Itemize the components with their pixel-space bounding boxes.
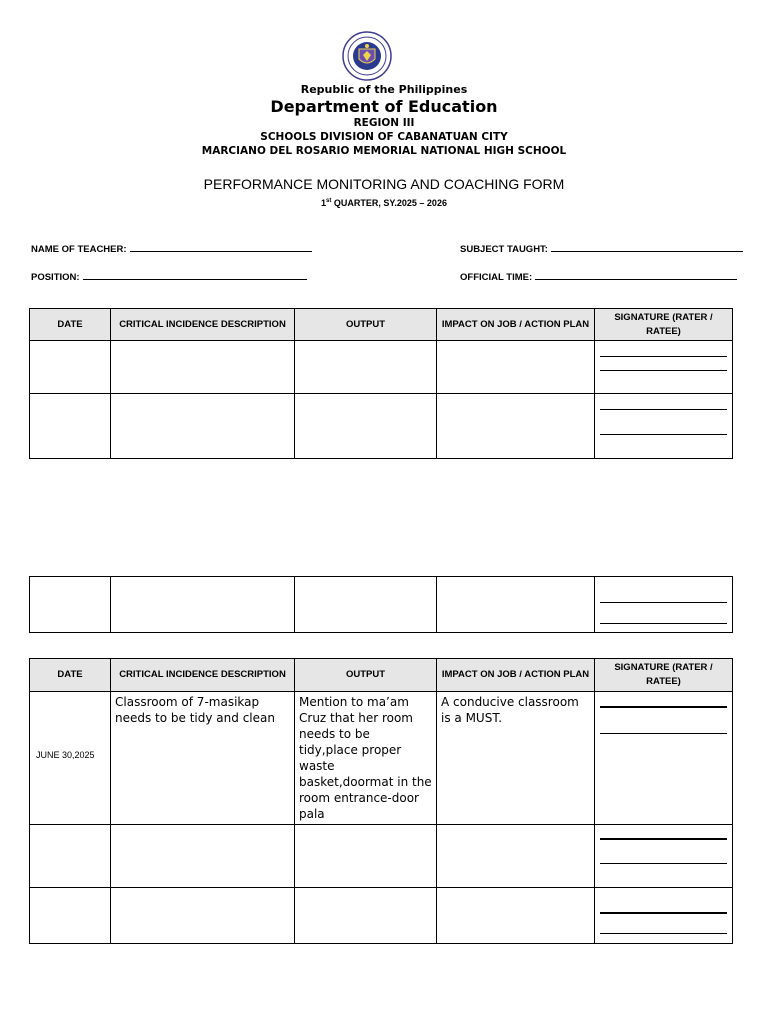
coaching-table-3 bbox=[29, 658, 733, 944]
critical-cell[interactable] bbox=[111, 394, 295, 459]
form-title: PERFORMANCE MONITORING AND COACHING FORM bbox=[203, 176, 565, 192]
header-signature: SIGNATURE (RATER / RATEE) bbox=[595, 659, 733, 692]
coaching-table-2 bbox=[29, 576, 733, 633]
signature-cell[interactable] bbox=[595, 341, 733, 394]
quarter-subtitle: 1st QUARTER, SY.2025 – 2026 bbox=[321, 198, 447, 208]
output-cell[interactable] bbox=[295, 888, 437, 944]
header-signature: SIGNATURE (RATER / RATEE) bbox=[595, 309, 733, 341]
critical-cell[interactable] bbox=[111, 692, 295, 825]
position-field[interactable]: POSITION: bbox=[31, 270, 307, 283]
official-time-field[interactable]: OFFICIAL TIME: bbox=[460, 270, 737, 283]
subject-taught-field[interactable]: SUBJECT TAUGHT: bbox=[460, 242, 743, 255]
header-output: OUTPUT bbox=[295, 659, 437, 692]
critical-cell[interactable] bbox=[111, 825, 295, 888]
table-row bbox=[30, 825, 733, 888]
coaching-table-1 bbox=[29, 308, 733, 459]
signature-cell[interactable] bbox=[595, 825, 733, 888]
date-cell[interactable] bbox=[30, 341, 111, 394]
header-impact: IMPACT ON JOB / ACTION PLAN bbox=[437, 309, 595, 341]
signature-cell[interactable] bbox=[595, 692, 733, 825]
impact-cell[interactable] bbox=[437, 577, 595, 633]
region-heading: REGION III bbox=[353, 117, 415, 129]
date-cell[interactable] bbox=[30, 888, 111, 944]
table-row bbox=[30, 888, 733, 944]
impact-cell[interactable] bbox=[437, 692, 595, 825]
table-row bbox=[30, 394, 733, 459]
date-cell[interactable] bbox=[30, 577, 111, 633]
entry-date: JUNE 30,2025 bbox=[36, 750, 95, 760]
output-cell[interactable] bbox=[295, 394, 437, 459]
output-cell[interactable] bbox=[295, 825, 437, 888]
header-output: OUTPUT bbox=[295, 309, 437, 341]
department-heading: Department of Education bbox=[270, 97, 498, 116]
name-of-teacher-field[interactable]: NAME OF TEACHER: bbox=[31, 242, 312, 255]
date-cell[interactable] bbox=[30, 394, 111, 459]
impact-cell[interactable] bbox=[437, 394, 595, 459]
republic-heading: Republic of the Philippines bbox=[300, 83, 468, 96]
output-cell[interactable] bbox=[295, 692, 437, 825]
entry-impact-text: A conducive classroom is a MUST. bbox=[441, 695, 579, 725]
impact-cell[interactable] bbox=[437, 825, 595, 888]
critical-cell[interactable] bbox=[111, 341, 295, 394]
critical-cell[interactable] bbox=[111, 577, 295, 633]
date-cell[interactable] bbox=[30, 692, 111, 825]
header-impact: IMPACT ON JOB / ACTION PLAN bbox=[437, 659, 595, 692]
header-critical-incidence: CRITICAL INCIDENCE DESCRIPTION bbox=[111, 659, 295, 692]
output-cell[interactable] bbox=[295, 341, 437, 394]
header-date: DATE bbox=[30, 659, 111, 692]
impact-cell[interactable] bbox=[437, 341, 595, 394]
table-row bbox=[30, 692, 733, 825]
division-heading: SCHOOLS DIVISION OF CABANATUAN CITY bbox=[260, 131, 508, 143]
table-row bbox=[30, 341, 733, 394]
critical-cell[interactable] bbox=[111, 888, 295, 944]
entry-output-text: Mention to ma’am Cruz that her room needs to be tidy,place proper waste basket,doormat in the room entrance-door pala bbox=[299, 695, 432, 821]
impact-cell[interactable] bbox=[437, 888, 595, 944]
output-cell[interactable] bbox=[295, 577, 437, 633]
header-critical-incidence: CRITICAL INCIDENCE DESCRIPTION bbox=[111, 309, 295, 341]
school-heading: MARCIANO DEL ROSARIO MEMORIAL NATIONAL HIGH SCHOOL bbox=[201, 145, 567, 157]
signature-cell[interactable] bbox=[595, 394, 733, 459]
header-date: DATE bbox=[30, 309, 111, 341]
signature-cell[interactable] bbox=[595, 888, 733, 944]
entry-critical-text: Classroom of 7-masikap needs to be tidy and clean bbox=[115, 695, 275, 725]
deped-seal-logo bbox=[342, 31, 392, 81]
table-row bbox=[30, 577, 733, 633]
date-cell[interactable] bbox=[30, 825, 111, 888]
signature-cell[interactable] bbox=[595, 577, 733, 633]
